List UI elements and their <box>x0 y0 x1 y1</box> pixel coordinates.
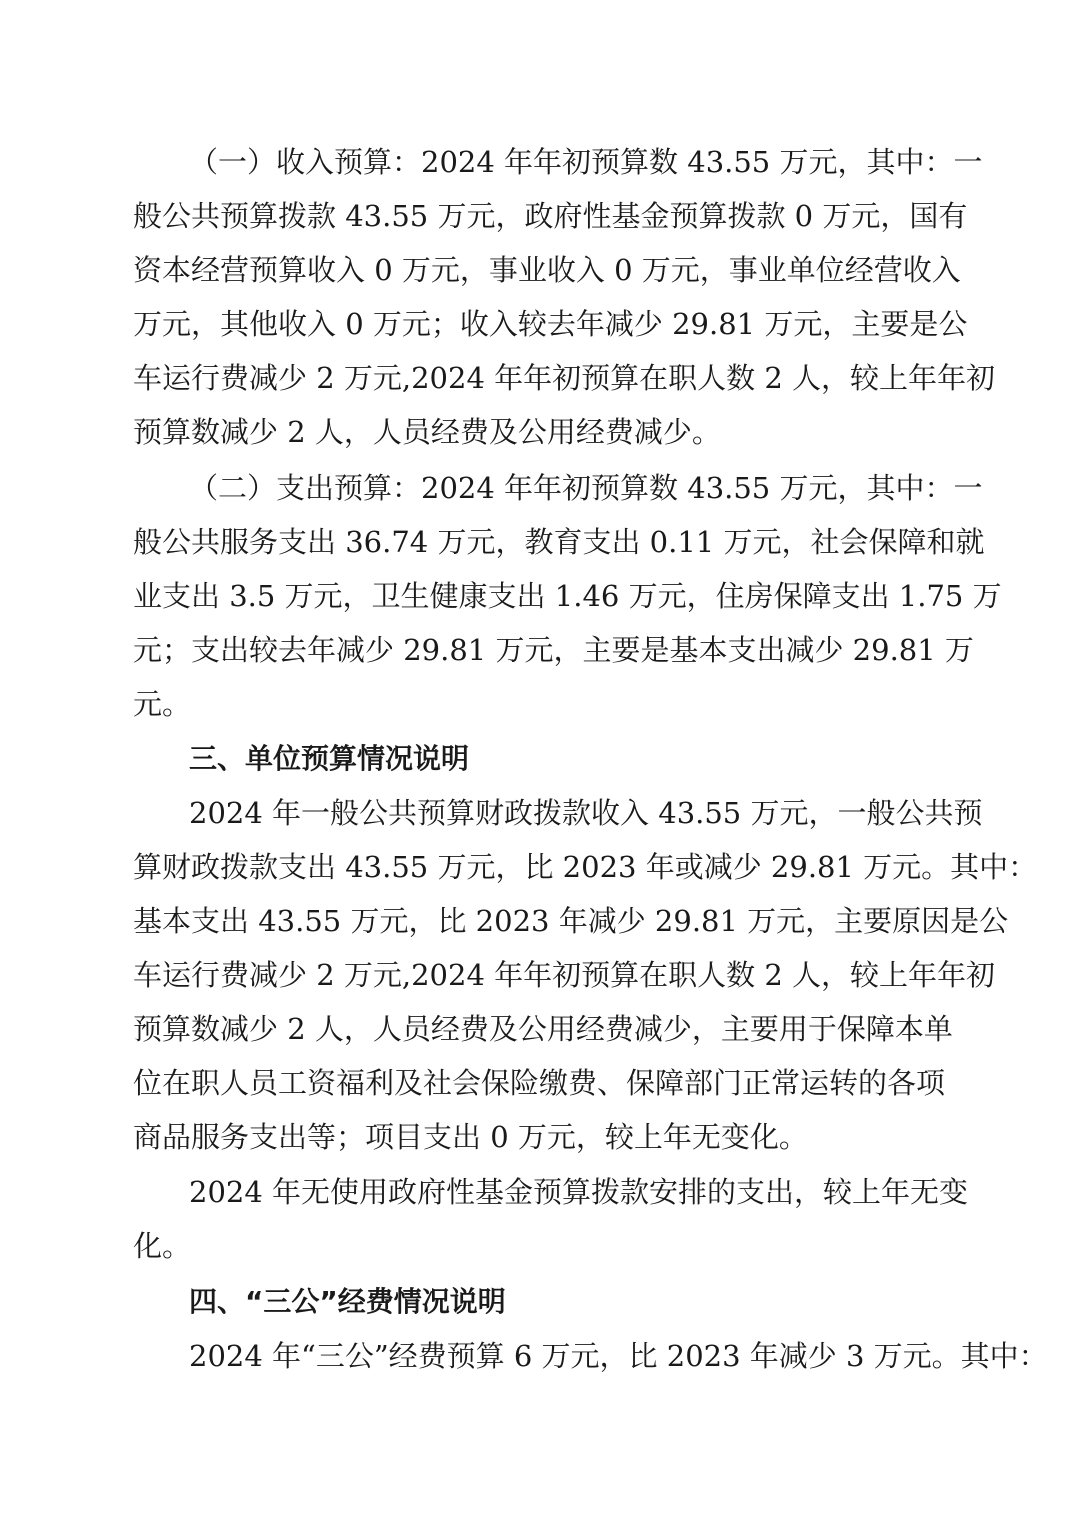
text-line: 般公共服务支出 36.74 万元，教育支出 0.11 万元，社会保障和就 <box>133 525 985 559</box>
text-line: 预算数减少 2 人，人员经费及公用经费减少。 <box>133 415 721 449</box>
text-line: 算财政拨款支出 43.55 万元，比 2023 年或减少 29.81 万元。其中： <box>133 850 1038 884</box>
text-line: 商品服务支出等；项目支出 0 万元，较上年无变化。 <box>133 1120 808 1154</box>
text-line: 万元，其他收入 0 万元；收入较去年减少 29.81 万元，主要是公 <box>133 307 968 341</box>
text-line: 车运行费减少 2 万元,2024 年年初预算在职人数 2 人，较上年年初 <box>133 958 996 992</box>
text-line: 业支出 3.5 万元，卫生健康支出 1.46 万元，住房保障支出 1.75 万 <box>133 579 1002 613</box>
text-line: 2024 年“三公”经费预算 6 万元，比 2023 年减少 3 万元。其中： <box>189 1339 1048 1373</box>
section-heading: 三、单位预算情况说明 <box>189 742 470 775</box>
text-line: （一）收入预算：2024 年年初预算数 43.55 万元，其中：一 <box>189 145 983 179</box>
text-line: 预算数减少 2 人，人员经费及公用经费减少，主要用于保障本单 <box>133 1012 953 1046</box>
text-line: 车运行费减少 2 万元,2024 年年初预算在职人数 2 人，较上年年初 <box>133 361 996 395</box>
text-line: 2024 年一般公共预算财政拨款收入 43.55 万元，一般公共预 <box>189 796 983 830</box>
text-line: 元；支出较去年减少 29.81 万元，主要是基本支出减少 29.81 万 <box>133 633 974 667</box>
text-line: （二）支出预算：2024 年年初预算数 43.55 万元，其中：一 <box>189 471 983 505</box>
text-line: 基本支出 43.55 万元，比 2023 年减少 29.81 万元，主要原因是公 <box>133 904 1009 938</box>
section-heading: 四、“三公”经费情况说明 <box>189 1285 506 1318</box>
text-line: 位在职人员工资福利及社会保险缴费、保障部门正常运转的各项 <box>133 1066 946 1100</box>
text-line: 2024 年无使用政府性基金预算拨款安排的支出，较上年无变 <box>189 1175 969 1209</box>
text-line: 般公共预算拨款 43.55 万元，政府性基金预算拨款 0 万元，国有 <box>133 199 968 233</box>
text-line: 元。 <box>133 687 192 721</box>
text-line: 资本经营预算收入 0 万元，事业收入 0 万元，事业单位经营收入 <box>133 253 961 287</box>
text-line: 化。 <box>133 1229 192 1263</box>
